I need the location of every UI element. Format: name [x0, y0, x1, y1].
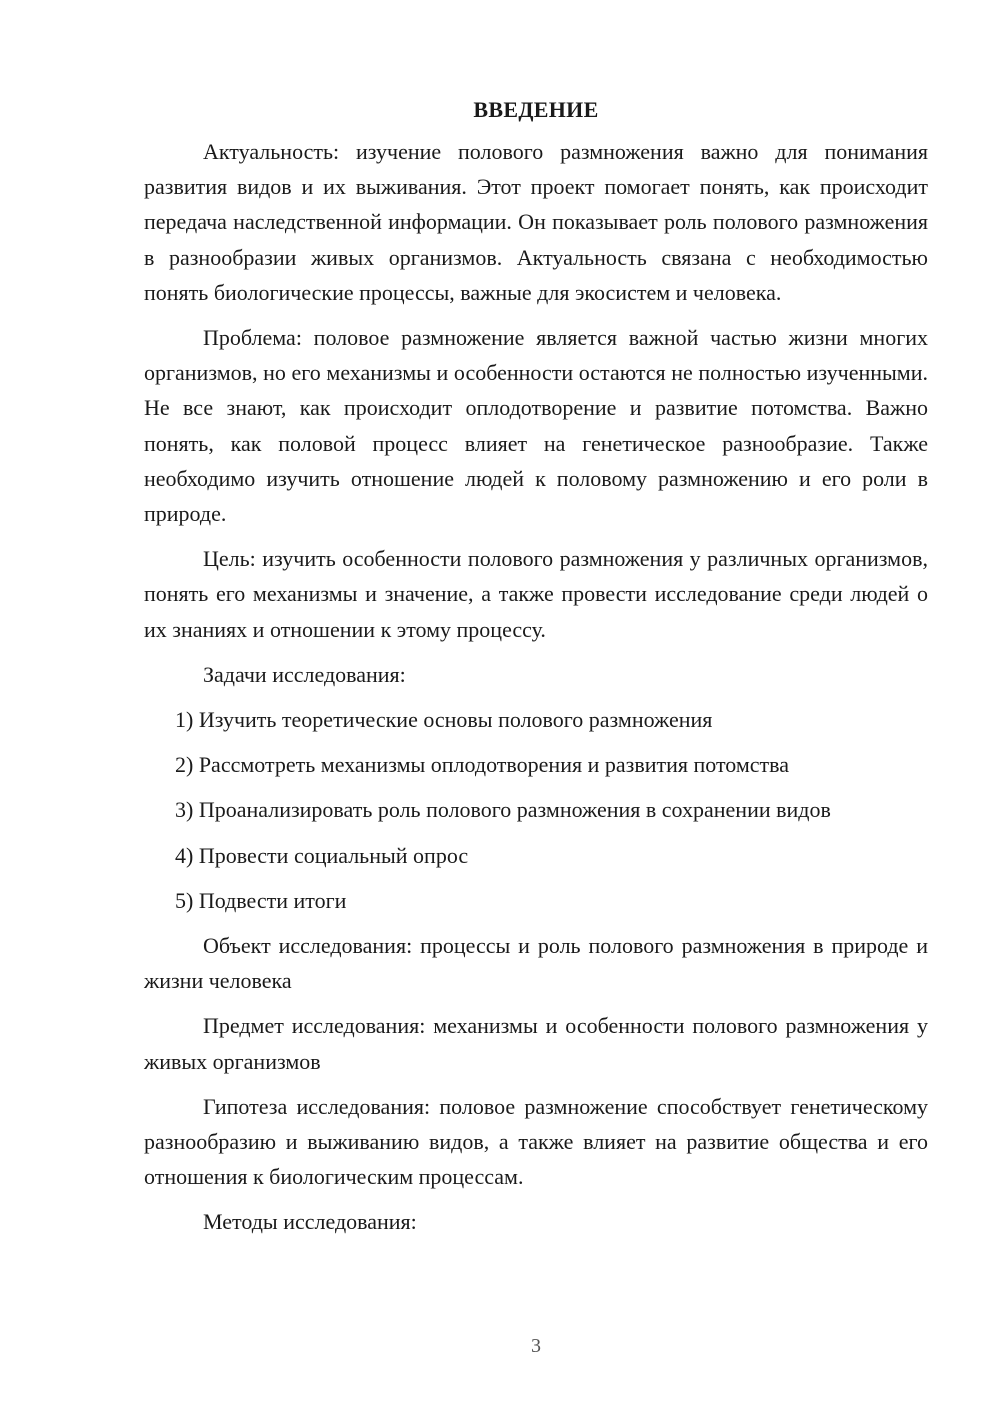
goal-paragraph: Цель: изучить особенности полового размножения у различных организмов, понять его механизмы и значение, а также провести исследование среди людей о их знаниях и отношении к этому процессу.: [144, 546, 928, 642]
object-paragraph: Объект исследования: процессы и роль полового размножения в природе и жизни человека: [144, 933, 928, 994]
task-item: 5) Подвести итоги: [175, 887, 347, 913]
problem-paragraph: Проблема: половое размножение является важной частью жизни многих организмов, но его механизмы и особенности остаются не полностью изученными. Не все знают, как происходит оплодотворение и развитие потомства. Важно понять, как половой процесс влияет на генетическое разнообразие. Также необходимо изучить отношение людей к половому размножению и его роли в природе.: [144, 325, 928, 527]
relevance-paragraph: Актуальность: изучение полового размножения важно для понимания развития видов и их выживания. Этот проект помогает понять, как происходит передача наследственной информации. Он показывает роль полового размножения в разнообразии живых организмов. Актуальность связана с необходимостью понять биологические процессы, важные для экосистем и человека.: [144, 139, 928, 305]
task-item: 2) Рассмотреть механизмы оплодотворения и развития потомства: [175, 752, 790, 778]
task-item: 4) Провести социальный опрос: [175, 842, 469, 868]
hypothesis-paragraph: Гипотеза исследования: половое размножение способствует генетическому разнообразию и выживанию видов, а также влияет на развитие общества и его отношения к биологическим процессам.: [144, 1093, 928, 1190]
methods-paragraph: Методы исследования:: [203, 1209, 417, 1235]
task-item: 1) Изучить теоретические основы полового размножения: [175, 707, 713, 733]
subject-paragraph: Предмет исследования: механизмы и особенности полового размножения у живых организмов: [144, 1013, 928, 1074]
page-number: 3: [531, 1335, 541, 1357]
page-title: ВВЕДЕНИЕ: [473, 97, 599, 122]
tasks-heading: Задачи исследования:: [203, 661, 406, 687]
task-item: 3) Проанализировать роль полового размножения в сохранении видов: [175, 797, 831, 823]
document-page: [144, 94, 928, 1240]
task-list: [144, 702, 928, 918]
